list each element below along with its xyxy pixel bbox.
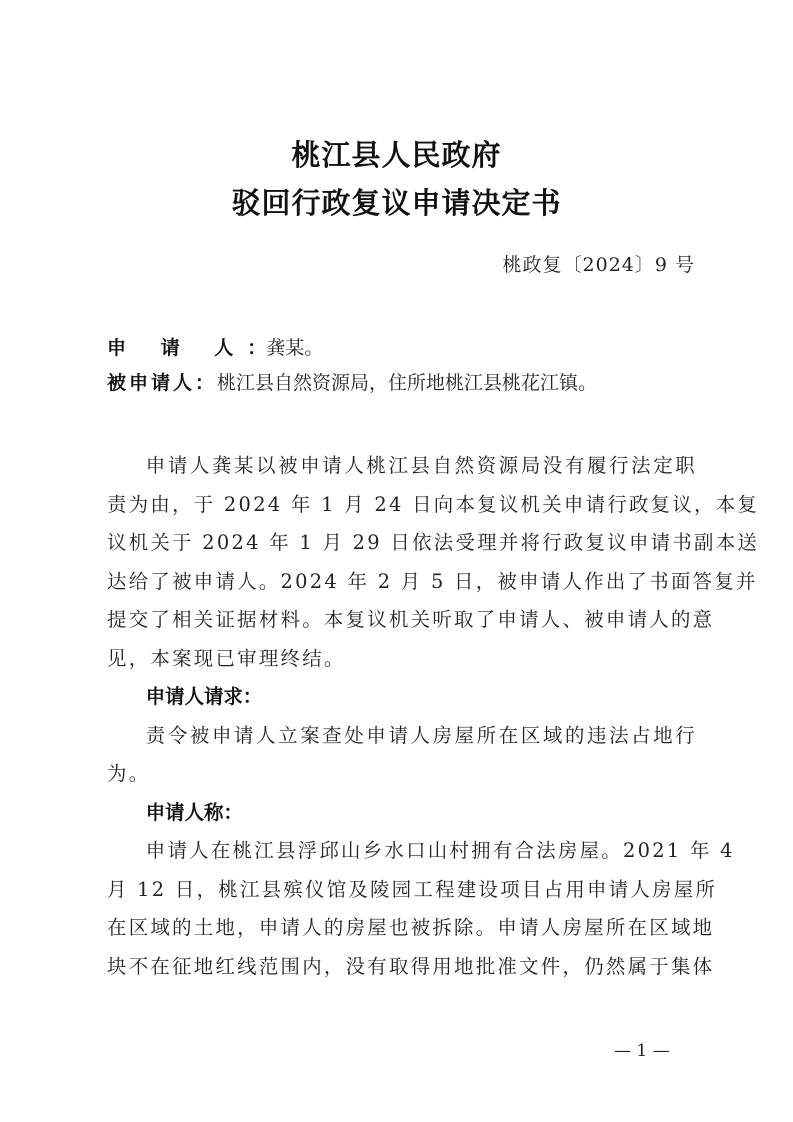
claims-line: 月 12 日，桃江县殡仪馆及陵园工程建设项目占用申请人房屋所 <box>107 877 718 901</box>
respondent-line <box>107 368 597 395</box>
applicant-value: 龚某。 <box>266 337 324 359</box>
page-number: — 1 — <box>614 1041 670 1061</box>
request-paragraph <box>107 717 697 794</box>
intro-line: 提交了相关证据材料。本复议机关听取了申请人、被申请人的意 <box>107 608 715 631</box>
respondent-label: 被申请人 <box>107 372 196 394</box>
intro-line: 达给了被申请人。2024 年 2 月 5 日，被申请人作出了书面答复并 <box>107 569 758 593</box>
claims-line: 在区域的土地，申请人的房屋也被拆除。申请人房屋所在区域地 <box>107 916 715 939</box>
intro-line: 责为由，于 2024 年 1 月 24 日向本复议机关申请行政复议，本复 <box>107 492 760 516</box>
applicant-colon: ： <box>247 337 267 359</box>
request-line: 责令被申请人立案查处申请人房屋所在区域的违法占地行 <box>145 723 697 747</box>
applicant-label: 申 请 人 <box>107 337 248 359</box>
claims-line: 块不在征地红线范围内，没有取得用地批准文件，仍然属于集体 <box>107 954 715 978</box>
document-number: 桃政复〔2024〕9 号 <box>502 254 695 276</box>
decision-title: 驳回行政复议申请决定书 <box>231 186 562 220</box>
intro-line: 申请人龚某以被申请人桃江县自然资源局没有履行法定职 <box>145 454 697 477</box>
issuing-authority-title: 桃江县人民政府 <box>291 138 502 172</box>
claims-paragraph <box>107 832 735 986</box>
intro-paragraph <box>107 447 760 678</box>
respondent-colon: ： <box>195 372 218 394</box>
intro-line: 议机关于 2024 年 1 月 29 日依法受理并将行政复议申请书副本送 <box>107 531 760 554</box>
applicant-line <box>107 333 323 360</box>
respondent-value: 桃江县自然资源局，住所地桃江县桃花江镇。 <box>217 372 598 394</box>
document-body <box>107 447 760 986</box>
request-line: 为。 <box>107 762 151 785</box>
request-heading: 申请人请求： <box>145 685 263 708</box>
intro-line: 见，本案现已审理终结。 <box>107 646 346 670</box>
claims-heading: 申请人称： <box>145 800 243 824</box>
claims-line: 申请人在桃江县浮邱山乡水口山村拥有合法房屋。2021 年 4 <box>145 839 735 862</box>
